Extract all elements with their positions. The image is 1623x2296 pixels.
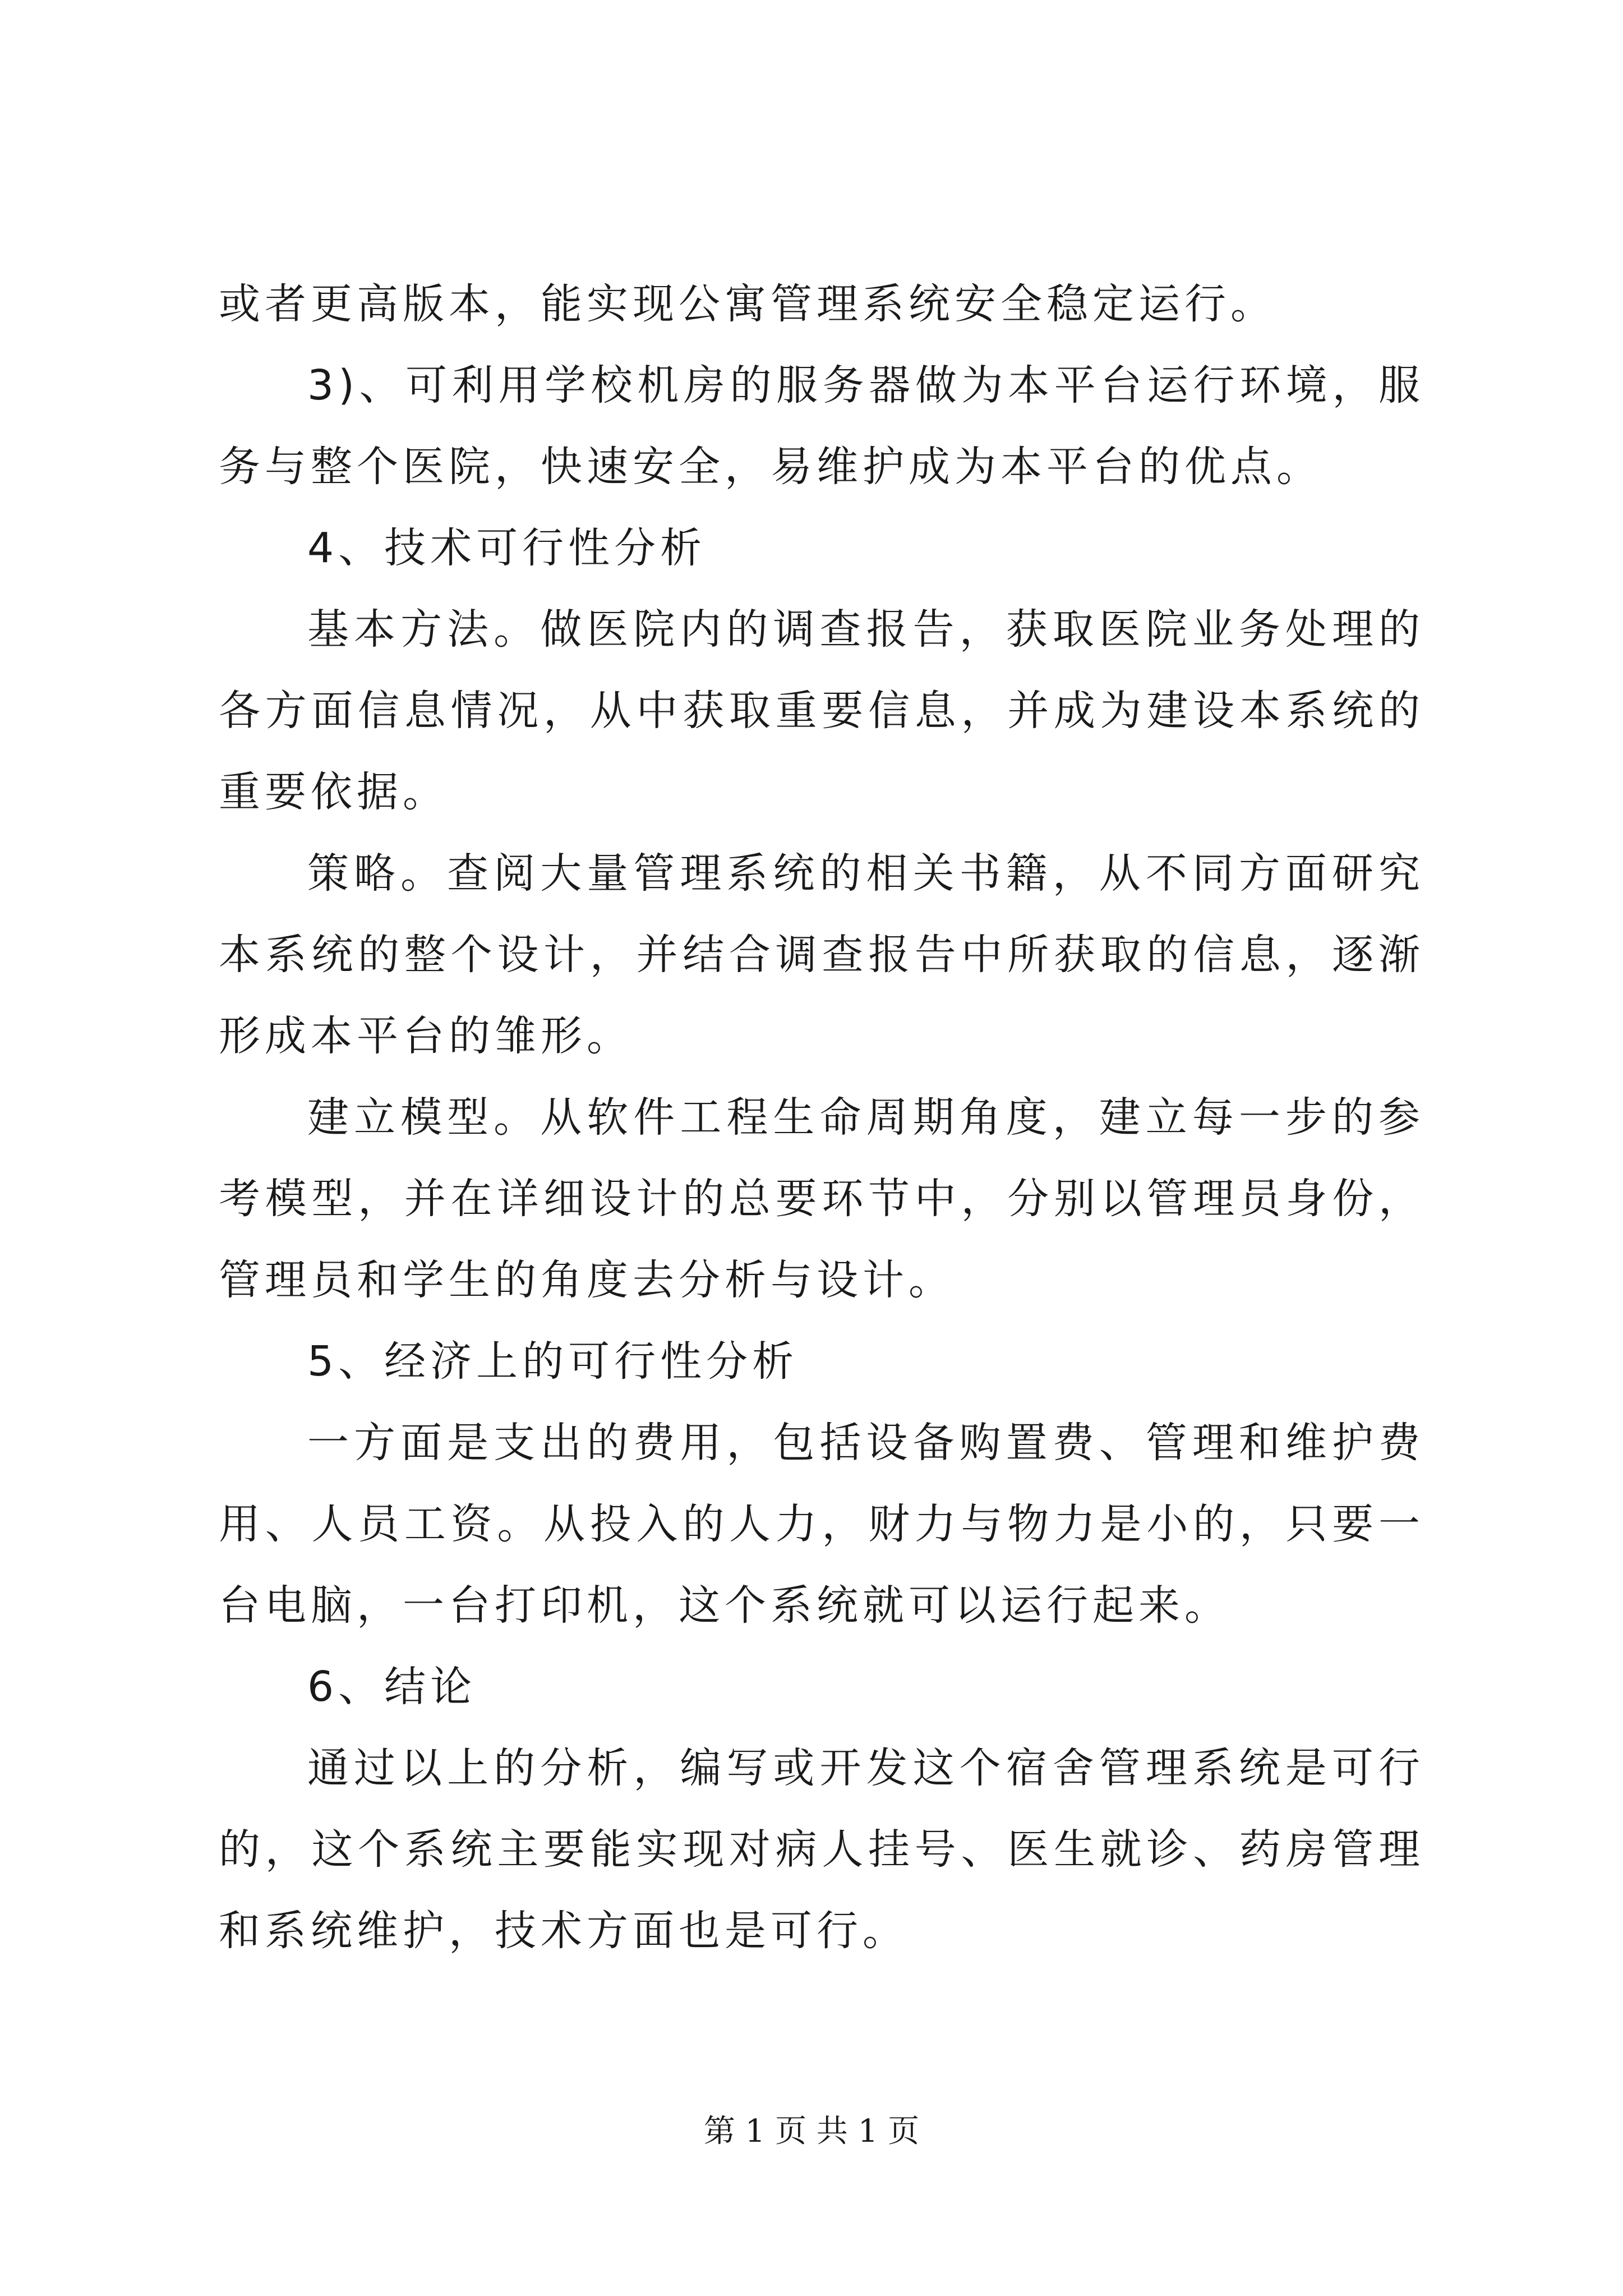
paragraph-conclusion: 通过以上的分析，编写或开发这个宿舍管理系统是可行的，这个系统主要能实现对病人挂号、医生就诊、药房管理和系统维护，技术方面也是可行。 [219,1744,1424,1955]
section-heading-technical-feasibility: 4、技术可行性分析 [307,524,707,572]
paragraph-continuation: 或者更高版本，能实现公寓管理系统安全稳定运行。 [219,280,1276,328]
page-number-footer: 第 1 页 共 1 页 [703,2113,920,2150]
paragraph-item-3: 3)、可利用学校机房的服务器做为本平台运行环境，服务与整个医院，快速安全，易维护成为本平台的优点。 [219,361,1424,491]
paragraph-costs: 一方面是支出的费用，包括设备购置费、管理和维护费用、人员工资。从投入的人力，财力与物力是小的，只要一台电脑，一台打印机，这个系统就可以运行起来。 [219,1419,1424,1630]
section-heading-conclusion: 6、结论 [307,1663,477,1711]
paragraph-strategy: 策略。查阅大量管理系统的相关书籍，从不同方面研究本系统的整个设计，并结合调查报告中所获取的信息，逐渐形成本平台的雏形。 [219,849,1424,1060]
section-heading-economic-feasibility: 5、经济上的可行性分析 [307,1337,799,1386]
document-body [219,264,1424,1972]
paragraph-basic-method: 基本方法。做医院内的调查报告，获取医院业务处理的各方面信息情况，从中获取重要信息，并成为建设本系统的重要依据。 [219,605,1424,816]
paragraph-build-model: 建立模型。从软件工程生命周期角度，建立每一步的参考模型，并在详细设计的总要环节中，分别以管理员身份，管理员和学生的角度去分析与设计。 [219,1093,1424,1304]
